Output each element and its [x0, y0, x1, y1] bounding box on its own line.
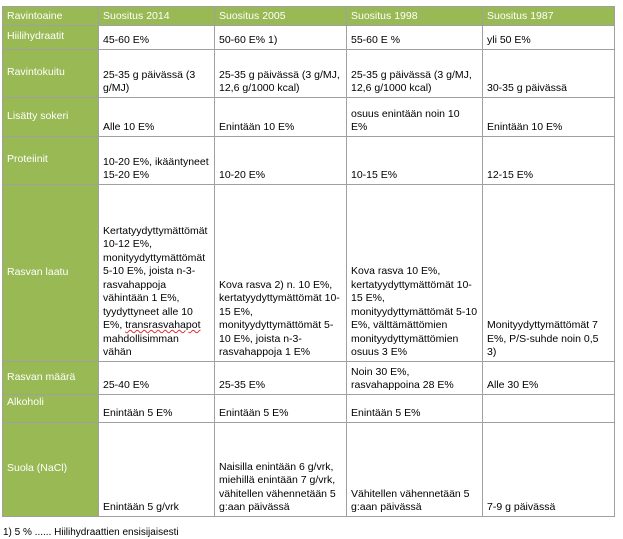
table-cell: 50-60 E% 1)	[215, 25, 347, 49]
table-cell: 10-20 E%	[215, 136, 347, 184]
table-cell: Vähitellen vähennetään 5 g:aan päivässä	[347, 422, 483, 516]
table-cell: 7-9 g päivässä	[483, 422, 615, 516]
row-label: Hiilihydraatit	[3, 25, 99, 49]
table-cell: yli 50 E%	[483, 25, 615, 49]
table-cell: Naisilla enintään 6 g/vrk, miehillä enintään 7 g/vrk, vähitellen vähennetään 5 g:aan päivässä	[215, 422, 347, 516]
column-header: Suositus 2005	[215, 7, 347, 26]
table-cell: Enintään 5 E%	[215, 394, 347, 422]
table-cell: 10-15 E%	[347, 136, 483, 184]
table-row	[3, 49, 615, 97]
table-cell: Alle 30 E%	[483, 361, 615, 394]
table-row	[3, 361, 615, 394]
table-cell	[99, 184, 215, 361]
table-cell: Noin 30 E%, rasvahappoina 28 E%	[347, 361, 483, 394]
table-cell: Monityydyttymättömät 7 E%, P/S-suhde noin 0,5 3)	[483, 184, 615, 361]
table-row	[3, 25, 615, 49]
table-cell: Kova rasva 2) n. 10 E%, kertatyydyttymättömät 10-15 E%, monityydyttymättömät 5-10 E%, joista n-3-rasvahappoja 1 E%	[215, 184, 347, 361]
column-header: Ravintoaine	[3, 7, 99, 26]
table-cell	[483, 394, 615, 422]
table-cell: 30-35 g päivässä	[483, 49, 615, 97]
table-cell: Enintään 5 E%	[347, 394, 483, 422]
cell-text: mahdollisimman vähän	[103, 332, 179, 358]
row-label: Ravintokuitu	[3, 49, 99, 97]
table-cell: 55-60 E %	[347, 25, 483, 49]
table-cell: 25-35 g päivässä (3 g/MJ)	[99, 49, 215, 97]
table-cell: osuus enintään noin 10 E%	[347, 97, 483, 136]
table-cell: 25-40 E%	[99, 361, 215, 394]
row-label: Rasvan määrä	[3, 361, 99, 394]
table-cell: 12-15 E%	[483, 136, 615, 184]
row-label: Proteiinit	[3, 136, 99, 184]
table-row	[3, 136, 615, 184]
table-header-row	[3, 7, 615, 26]
table-row	[3, 422, 615, 516]
misspelled-word: transrasvahapot	[125, 319, 201, 331]
table-cell: 45-60 E%	[99, 25, 215, 49]
table-cell: 25-35 E%	[215, 361, 347, 394]
table-row	[3, 394, 615, 422]
nutrition-recommendations-table	[2, 6, 615, 517]
table-cell: Enintään 10 E%	[483, 97, 615, 136]
row-label: Suola (NaCl)	[3, 422, 99, 516]
row-label: Rasvan laatu	[3, 184, 99, 361]
table-cell: Enintään 5 g/vrk	[99, 422, 215, 516]
column-header: Suositus 1998	[347, 7, 483, 26]
table-cell: 25-35 g päivässä (3 g/MJ, 12,6 g/1000 kcal)	[347, 49, 483, 97]
footnote: 1) 5 % ...... Hiilihydraattien ensisijaisesti	[3, 527, 179, 538]
table-cell: 25-35 g päivässä (3 g/MJ, 12,6 g/1000 kcal)	[215, 49, 347, 97]
table-cell: Enintään 10 E%	[215, 97, 347, 136]
column-header: Suositus 2014	[99, 7, 215, 26]
row-label: Lisätty sokeri	[3, 97, 99, 136]
table-row	[3, 97, 615, 136]
column-header: Suositus 1987	[483, 7, 615, 26]
table-cell: Enintään 5 E%	[99, 394, 215, 422]
table-cell: Alle 10 E%	[99, 97, 215, 136]
table-row	[3, 184, 615, 361]
table-cell: 10-20 E%, ikääntyneet 15-20 E%	[99, 136, 215, 184]
table-cell: Kova rasva 10 E%, kertatyydyttymättömät 10-15 E%, monityydyttymättömät 5-10 E%, välttämättömien monityydyttymättömien osuus 3 E%	[347, 184, 483, 361]
cell-text: Kertatyydyttymättömät 10-12 E%, monityydyttymättömät 5-10 E%, joista n-3-rasvahappoja vähintään 1 E%, tyydyttyneet alle 10 E%,	[103, 224, 208, 331]
row-label: Alkoholi	[3, 394, 99, 422]
